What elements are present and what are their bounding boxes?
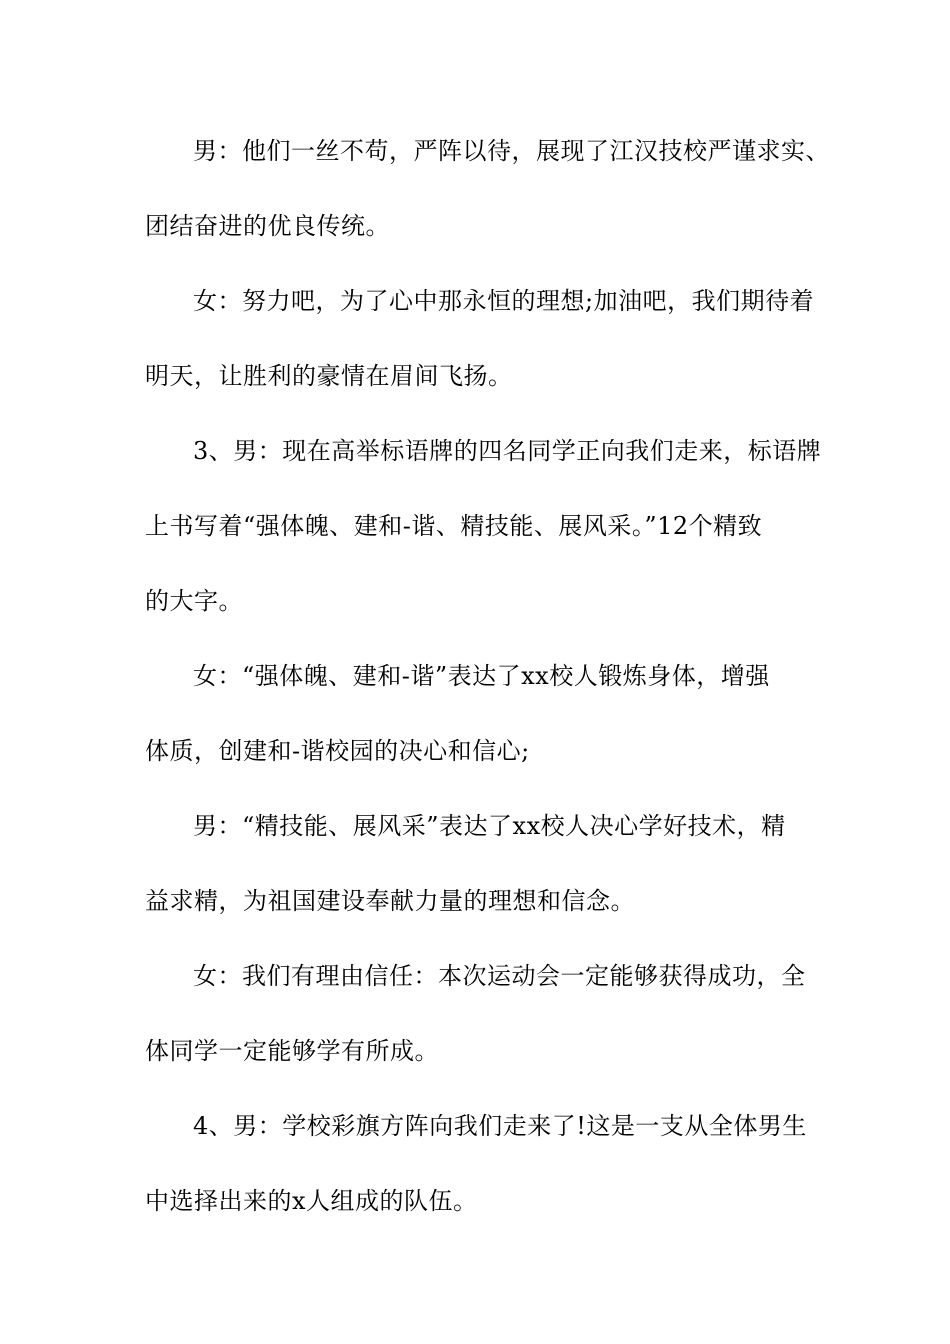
text-line: 明天，让胜利的豪情在眉间飞扬。 bbox=[145, 362, 513, 390]
text-line: 体同学一定能够学有所成。 bbox=[145, 1037, 439, 1065]
text-line: 女：努力吧，为了心中那永恒的理想;加油吧，我们期待着 bbox=[193, 287, 815, 315]
text-line: 益求精，为祖国建设奉献力量的理想和信念。 bbox=[145, 887, 635, 915]
text-line: 4、男：学校彩旗方阵向我们走来了!这是一支从全体男生 bbox=[193, 1112, 807, 1140]
text-line: 团结奋进的优良传统。 bbox=[145, 212, 390, 240]
text-line: 女：“强体魄、建和-谐”表达了xx校人锻炼身体，增强 bbox=[193, 662, 770, 690]
text-line: 女：我们有理由信任：本次运动会一定能够获得成功，全 bbox=[193, 962, 806, 990]
text-line: 男：他们一丝不苟，严阵以待，展现了江汉技校严谨求实、 bbox=[193, 137, 830, 165]
text-line: 男：“精技能、展风采”表达了xx校人决心学好技术，精 bbox=[193, 812, 786, 840]
text-line: 上书写着“强体魄、建和-谐、精技能、展风采。”12个精致 bbox=[145, 512, 763, 540]
text-line: 体质，创建和-谐校园的决心和信心; bbox=[145, 737, 530, 765]
text-line: 中选择出来的x人组成的队伍。 bbox=[145, 1187, 478, 1215]
text-line: 3、男：现在高举标语牌的四名同学正向我们走来，标语牌 bbox=[193, 437, 822, 465]
text-line: 的大字。 bbox=[145, 587, 243, 615]
